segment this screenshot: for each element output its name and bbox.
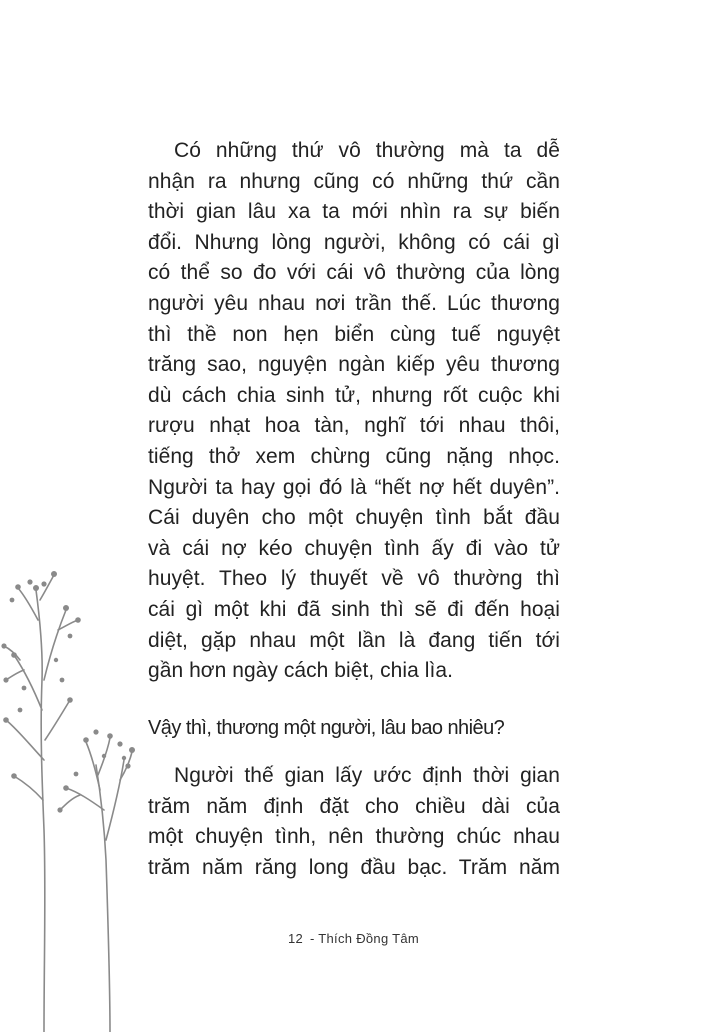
footer-separator: - <box>309 931 315 946</box>
page-footer <box>0 931 707 946</box>
text-line: Người ta hay gọi đó là “hết nợ hết duyên”. <box>148 475 560 499</box>
text-line: Có những thứ vô thường mà ta dễ <box>174 139 560 162</box>
text-line: dù cách chia sinh tử, nhưng rốt cuộc khi <box>148 383 560 407</box>
paragraph-1 <box>148 136 560 687</box>
text-line: đổi. Nhưng lòng người, không có cái gì <box>148 230 560 254</box>
text-line: trăm năm răng long đầu bạc. Trăm năm <box>148 856 560 880</box>
tree-branches-illustration <box>0 560 150 1032</box>
text-line: và cái nợ kéo chuyện tình ấy đi vào tử <box>148 536 560 560</box>
text-line: thời gian lâu xa ta mới nhìn ra sự biến <box>148 200 560 224</box>
paragraph-3 <box>148 761 560 883</box>
paragraph-2: Vậy thì, thương một người, lâu bao nhiêu? <box>148 716 505 739</box>
text-line: huyệt. Theo lý thuyết về vô thường thì <box>148 567 560 591</box>
text-line: rượu nhạt hoa tàn, nghĩ tới nhau thôi, <box>148 414 560 438</box>
text-line: có thể so đo với cái vô thường của lòng <box>148 261 560 285</box>
text-line: diệt, gặp nhau một lần là đang tiến tới <box>148 628 560 652</box>
page-text <box>148 136 560 884</box>
text-line: cái gì một khi đã sinh thì sẽ đi đến hoại <box>148 597 560 621</box>
text-line: Người thế gian lấy ước định thời gian <box>174 764 560 788</box>
text-line: tiếng thở xem chừng cũng nặng nhọc. <box>148 444 560 468</box>
text-line: trăm năm định đặt cho chiều dài của <box>148 794 560 818</box>
text-line: Cái duyên cho một chuyện tình bắt đầu <box>148 506 560 530</box>
page-number: 12 <box>287 931 304 946</box>
text-line: một chuyện tình, nên thường chúc nhau <box>148 825 560 849</box>
text-line: người yêu nhau nơi trần thế. Lúc thương <box>148 291 560 315</box>
text-line: thì thề non hẹn biển cùng tuế nguyệt <box>148 322 560 346</box>
text-line: nhận ra nhưng cũng có những thứ cần <box>148 169 560 193</box>
text-line: gần hơn ngày cách biệt, chia lìa. <box>148 659 453 683</box>
text-line: trăng sao, nguyện ngàn kiếp yêu thương <box>148 353 560 377</box>
author-name: Thích Đồng Tâm <box>318 931 420 946</box>
